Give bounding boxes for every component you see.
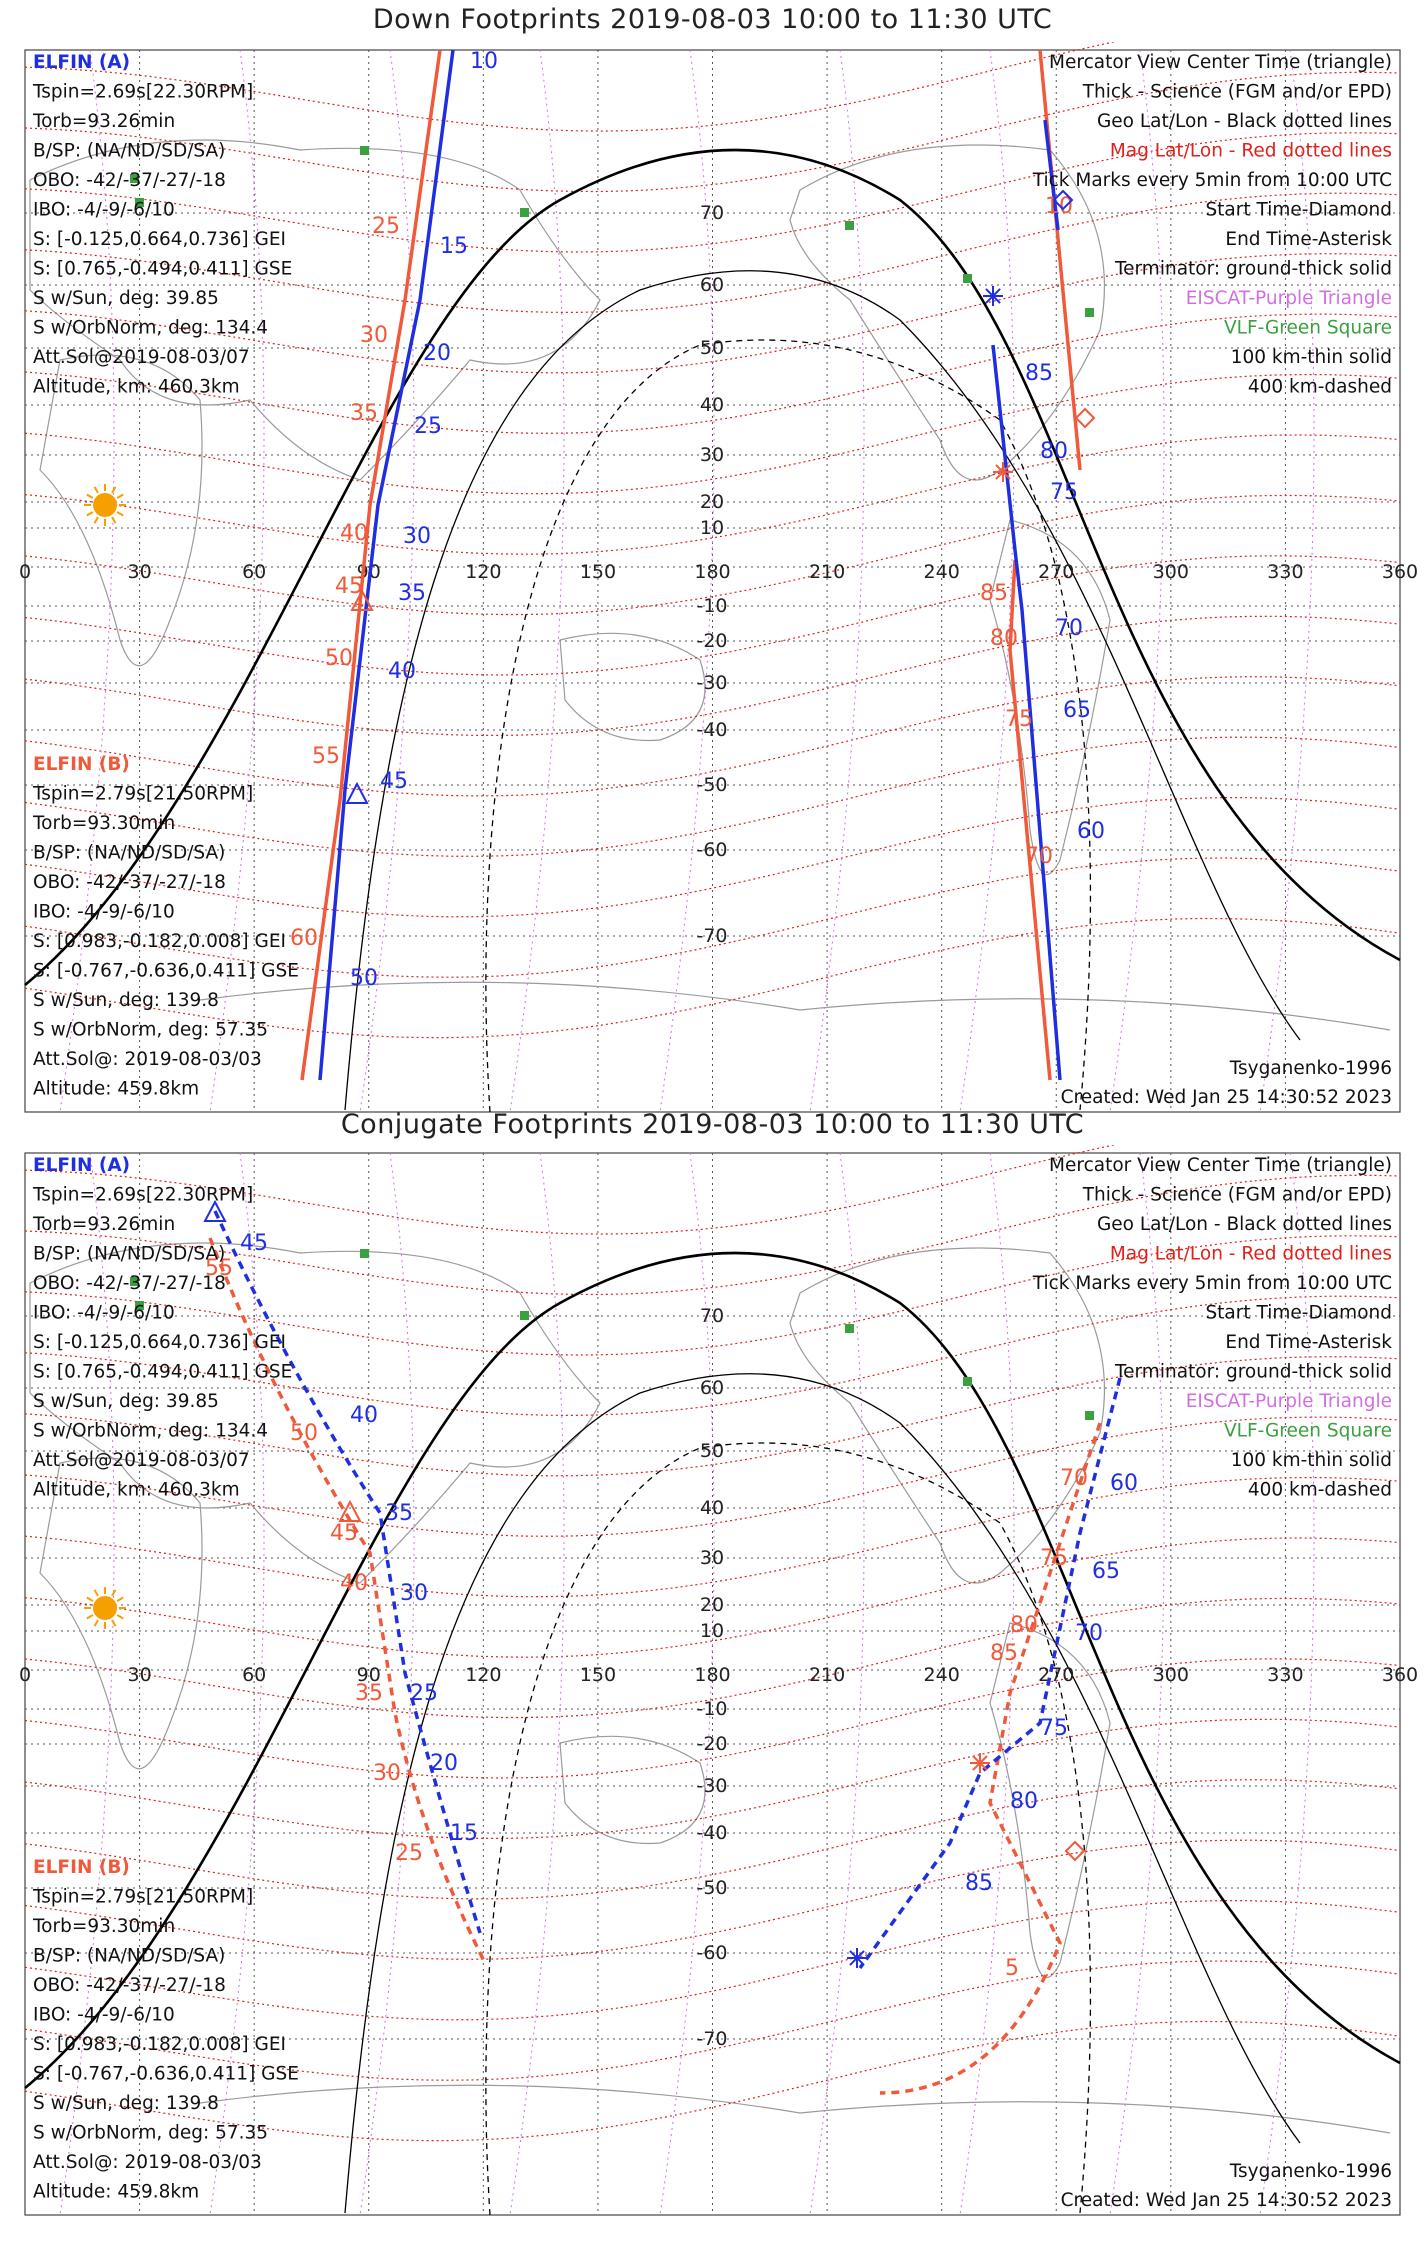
model-label: Tsyganenko-1996 bbox=[1229, 2161, 1392, 2182]
elfin-a-info-line: S: [-0.125,0.664,0.736] GEI bbox=[33, 1332, 286, 1353]
lon-tick-label: 90 bbox=[356, 1664, 381, 1686]
elfin-b-tick-label: 75 bbox=[1005, 707, 1033, 732]
created-label: Created: Wed Jan 25 14:30:52 2023 bbox=[1060, 2190, 1392, 2211]
elfin-b-tick-label: 75 bbox=[1040, 1546, 1068, 1571]
legend-item: End Time-Asterisk bbox=[1225, 229, 1392, 250]
legend-item: Mag Lat/Lon - Red dotted lines bbox=[1109, 140, 1392, 162]
legend-item: Start Time-Diamond bbox=[1205, 199, 1392, 221]
elfin-a-tick-label: 60 bbox=[1077, 819, 1105, 844]
elfin-b-tick-label: 70 bbox=[1060, 1466, 1088, 1491]
legend-item: VLF-Green Square bbox=[1224, 1420, 1392, 1442]
lon-tick-label: 30 bbox=[127, 1664, 152, 1686]
map-down bbox=[0, 42, 1425, 1152]
elfin-a-info-line: S w/OrbNorm, deg: 134.4 bbox=[33, 317, 269, 339]
elfin-a-tick-label: 50 bbox=[350, 966, 378, 991]
lat-tick-label: -70 bbox=[696, 925, 728, 947]
elfin-a-info-line: S: [0.765,-0.494,0.411] GSE bbox=[33, 1361, 293, 1383]
legend-item: Thick - Science (FGM and/or EPD) bbox=[1082, 1184, 1392, 1206]
lat-tick-label: 30 bbox=[699, 1547, 725, 1569]
elfin-b-info-line: Torb=93.30min bbox=[33, 1916, 176, 1937]
elfin-b-info-line: S: [0.983,-0.182,0.008] GEI bbox=[33, 2034, 286, 2055]
elfin-b-tick-label: 45 bbox=[335, 574, 363, 599]
elfin-a-tick-label: 35 bbox=[398, 581, 426, 606]
created-label: Created: Wed Jan 25 14:30:52 2023 bbox=[1060, 1087, 1392, 1108]
elfin-b-tick-label: 60 bbox=[290, 926, 318, 951]
elfin-b-name: ELFIN (B) bbox=[33, 754, 130, 775]
elfin-b-info-line: S: [0.983,-0.182,0.008] GEI bbox=[33, 931, 286, 952]
elfin-a-tick-label: 75 bbox=[1040, 1716, 1068, 1741]
lon-tick-label: 180 bbox=[694, 561, 731, 583]
legend-item: Mercator View Center Time (triangle) bbox=[1049, 1155, 1392, 1176]
elfin-a-tick-label: 10 bbox=[470, 49, 498, 74]
elfin-a-info-line: S: [0.765,-0.494,0.411] GSE bbox=[33, 258, 293, 280]
vlf-station-square bbox=[963, 274, 972, 283]
elfin-b-tick-label: 30 bbox=[360, 323, 388, 348]
elfin-a-info-line: IBO: -4/-9/-6/10 bbox=[33, 199, 175, 221]
vlf-station-square bbox=[963, 1377, 972, 1386]
lon-tick-label: 60 bbox=[242, 1664, 267, 1686]
elfin-a-tick-label: 20 bbox=[430, 1751, 458, 1776]
lat-tick-label: 60 bbox=[699, 274, 725, 296]
lat-tick-label: -60 bbox=[696, 1942, 728, 1964]
elfin-a-tick-label: 70 bbox=[1055, 616, 1083, 641]
elfin-b-tick-label: 80 bbox=[1010, 1613, 1038, 1638]
vlf-station-square bbox=[1085, 308, 1094, 317]
lat-tick-label: 10 bbox=[699, 517, 725, 539]
sun-icon bbox=[93, 1596, 117, 1620]
elfin-b-tick-label: 40 bbox=[340, 1571, 368, 1596]
lon-tick-label: 300 bbox=[1152, 561, 1189, 583]
elfin-b-tick-label: 80 bbox=[990, 626, 1018, 651]
elfin-b-tick-label: 35 bbox=[355, 1681, 383, 1706]
elfin-b-info-line: Att.Sol@: 2019-08-03/03 bbox=[33, 2152, 262, 2173]
lon-tick-label: 210 bbox=[808, 1664, 846, 1686]
elfin-a-tick-label: 75 bbox=[1050, 480, 1078, 505]
elfin-b-info-line: Att.Sol@: 2019-08-03/03 bbox=[33, 1049, 262, 1070]
lon-tick-label: 240 bbox=[923, 561, 960, 583]
legend-item: Tick Marks every 5min from 10:00 UTC bbox=[1032, 1273, 1392, 1294]
elfin-b-info-line: B/SP: (NA/ND/SD/SA) bbox=[33, 842, 226, 864]
lat-tick-label: -40 bbox=[696, 719, 728, 741]
lat-tick-label: -70 bbox=[696, 2028, 728, 2050]
lat-tick-label: -60 bbox=[696, 839, 728, 861]
elfin-b-info-line: Altitude: 459.8km bbox=[33, 1078, 200, 1100]
elfin-a-tick-label: 15 bbox=[440, 234, 468, 259]
elfin-b-tick-label: 50 bbox=[290, 1421, 318, 1446]
elfin-a-tick-label: 45 bbox=[240, 1231, 268, 1256]
elfin-a-tick-label: 25 bbox=[410, 1681, 438, 1706]
legend-item: EISCAT-Purple Triangle bbox=[1185, 1391, 1392, 1412]
lat-tick-label: 60 bbox=[699, 1377, 725, 1399]
lat-tick-label: 20 bbox=[699, 1594, 725, 1616]
elfin-a-info-line: Torb=93.26min bbox=[33, 1214, 176, 1235]
elfin-a-info-line: B/SP: (NA/ND/SD/SA) bbox=[33, 140, 226, 162]
elfin-b-tick-label: 25 bbox=[372, 214, 400, 239]
vlf-station-square bbox=[845, 221, 854, 230]
lat-tick-label: 40 bbox=[699, 394, 725, 416]
elfin-b-info-line: Tspin=2.79s[21.50RPM] bbox=[33, 1886, 254, 1908]
lat-tick-label: 70 bbox=[699, 1305, 725, 1327]
elfin-a-info-line: S w/OrbNorm, deg: 134.4 bbox=[33, 1420, 269, 1442]
elfin-b-tick-label: 10 bbox=[1045, 194, 1073, 219]
elfin-a-tick-label: 65 bbox=[1063, 698, 1091, 723]
legend-item: EISCAT-Purple Triangle bbox=[1185, 288, 1392, 309]
lon-tick-label: 210 bbox=[808, 561, 846, 583]
elfin-b-tick-label: 5 bbox=[1005, 1956, 1019, 1981]
lon-tick-label: 240 bbox=[923, 1664, 960, 1686]
elfin-a-tick-label: 80 bbox=[1010, 1789, 1038, 1814]
elfin-b-tick-label: 30 bbox=[373, 1761, 401, 1786]
panel-title-down: Down Footprints 2019-08-03 10:00 to 11:30 UTC bbox=[372, 4, 1053, 35]
lon-tick-label: 0 bbox=[18, 561, 32, 583]
lon-tick-label: 360 bbox=[1381, 561, 1419, 583]
elfin-b-info-line: OBO: -42/-37/-27/-18 bbox=[33, 872, 226, 893]
lon-tick-label: 330 bbox=[1267, 1664, 1304, 1686]
lon-tick-label: 360 bbox=[1381, 1664, 1419, 1686]
vlf-station-square bbox=[360, 146, 369, 155]
elfin-b-info-line: IBO: -4/-9/-6/10 bbox=[33, 2004, 175, 2026]
legend-item: Mercator View Center Time (triangle) bbox=[1049, 52, 1392, 73]
elfin-a-info-line: Tspin=2.69s[22.30RPM] bbox=[33, 1184, 254, 1206]
lon-tick-label: 30 bbox=[127, 561, 152, 583]
elfin-b-tick-label: 85 bbox=[980, 581, 1008, 606]
elfin-a-tick-label: 80 bbox=[1040, 439, 1068, 464]
elfin-a-name: ELFIN (A) bbox=[33, 52, 131, 73]
legend-item: 100 km-thin solid bbox=[1230, 347, 1392, 368]
elfin-a-info-line: S: [-0.125,0.664,0.736] GEI bbox=[33, 229, 286, 250]
lat-tick-label: 30 bbox=[699, 444, 725, 466]
lon-tick-label: 60 bbox=[242, 561, 267, 583]
elfin-a-tick-label: 35 bbox=[385, 1501, 413, 1526]
lat-tick-label: -20 bbox=[696, 630, 728, 652]
elfin-b-info-line: Tspin=2.79s[21.50RPM] bbox=[33, 783, 254, 805]
lat-tick-label: -20 bbox=[696, 1733, 728, 1755]
elfin-a-tick-label: 15 bbox=[450, 1821, 478, 1846]
legend-item: VLF-Green Square bbox=[1224, 317, 1392, 339]
elfin-a-info-line: Att.Sol@2019-08-03/07 bbox=[33, 1450, 250, 1471]
lon-tick-label: 90 bbox=[356, 561, 381, 583]
elfin-b-info-line: S: [-0.767,-0.636,0.411] GSE bbox=[33, 2063, 299, 2085]
lat-tick-label: 70 bbox=[699, 202, 725, 224]
lon-tick-label: 270 bbox=[1038, 561, 1075, 583]
lon-tick-label: 120 bbox=[465, 1664, 502, 1686]
elfin-b-tick-label: 70 bbox=[1025, 844, 1053, 869]
elfin-a-info-line: Tspin=2.69s[22.30RPM] bbox=[33, 81, 254, 103]
elfin-b-tick-label: 45 bbox=[330, 1521, 358, 1546]
elfin-b-info-line: B/SP: (NA/ND/SD/SA) bbox=[33, 1945, 226, 1967]
elfin-b-info-line: S w/Sun, deg: 139.8 bbox=[33, 990, 219, 1011]
elfin-a-info-line: S w/Sun, deg: 39.85 bbox=[33, 288, 219, 309]
vlf-station-square bbox=[360, 1249, 369, 1258]
elfin-a-info-line: Att.Sol@2019-08-03/07 bbox=[33, 347, 250, 368]
elfin-a-tick-label: 70 bbox=[1075, 1621, 1103, 1646]
elfin-b-tick-label: 25 bbox=[395, 1841, 423, 1866]
lat-tick-label: 50 bbox=[699, 1440, 725, 1462]
panel-title-conjugate: Conjugate Footprints 2019-08-03 10:00 to 11:30 UTC bbox=[340, 1109, 1085, 1140]
legend-item: Mag Lat/Lon - Red dotted lines bbox=[1109, 1243, 1392, 1265]
lon-tick-label: 330 bbox=[1267, 561, 1304, 583]
legend-item: Start Time-Diamond bbox=[1205, 1302, 1392, 1324]
lat-tick-label: 10 bbox=[699, 1620, 725, 1642]
elfin-a-tick-label: 40 bbox=[388, 659, 416, 684]
lat-tick-label: -30 bbox=[696, 672, 728, 694]
elfin-a-info-line: Torb=93.26min bbox=[33, 111, 176, 132]
lat-tick-label: -50 bbox=[696, 774, 728, 796]
legend-item: Geo Lat/Lon - Black dotted lines bbox=[1096, 1214, 1392, 1235]
elfin-a-info-line: OBO: -42/-37/-27/-18 bbox=[33, 1273, 226, 1294]
elfin-b-info-line: S w/OrbNorm, deg: 57.35 bbox=[33, 1019, 269, 1041]
elfin-b-name: ELFIN (B) bbox=[33, 1857, 130, 1878]
elfin-a-tick-label: 65 bbox=[1092, 1559, 1120, 1584]
elfin-a-info-line: Altitude, km: 460.3km bbox=[33, 1479, 240, 1501]
vlf-station-square bbox=[520, 208, 529, 217]
elfin-b-info-line: OBO: -42/-37/-27/-18 bbox=[33, 1975, 226, 1996]
lon-tick-label: 180 bbox=[694, 1664, 731, 1686]
elfin-a-info-line: IBO: -4/-9/-6/10 bbox=[33, 1302, 175, 1324]
elfin-a-tick-label: 85 bbox=[1025, 361, 1053, 386]
elfin-b-info-line: Altitude: 459.8km bbox=[33, 2181, 200, 2203]
vlf-station-square bbox=[520, 1311, 529, 1320]
lon-tick-label: 120 bbox=[465, 561, 502, 583]
legend-item: Geo Lat/Lon - Black dotted lines bbox=[1096, 111, 1392, 132]
legend-item: Thick - Science (FGM and/or EPD) bbox=[1082, 81, 1392, 103]
elfin-b-tick-label: 55 bbox=[205, 1256, 233, 1281]
elfin-a-name: ELFIN (A) bbox=[33, 1155, 131, 1176]
elfin-b-tick-label: 50 bbox=[325, 646, 353, 671]
elfin-b-info-line: Torb=93.30min bbox=[33, 813, 176, 834]
elfin-a-tick-label: 30 bbox=[403, 524, 431, 549]
lon-tick-label: 0 bbox=[18, 1664, 32, 1686]
lat-tick-label: 20 bbox=[699, 491, 725, 513]
lon-tick-label: 270 bbox=[1038, 1664, 1075, 1686]
map-conjugate bbox=[0, 1145, 1425, 2250]
legend-item: 400 km-dashed bbox=[1247, 1479, 1392, 1501]
elfin-a-tick-label: 45 bbox=[380, 769, 408, 794]
legend-item: 100 km-thin solid bbox=[1230, 1450, 1392, 1471]
lat-tick-label: -50 bbox=[696, 1877, 728, 1899]
vlf-station-square bbox=[845, 1324, 854, 1333]
legend-item: Terminator: ground-thick solid bbox=[1114, 258, 1392, 280]
lat-tick-label: 40 bbox=[699, 1497, 725, 1519]
elfin-a-tick-label: 30 bbox=[400, 1581, 428, 1606]
elfin-b-tick-label: 40 bbox=[340, 521, 368, 546]
sun-icon bbox=[93, 493, 117, 517]
lat-tick-label: -10 bbox=[696, 595, 728, 617]
lon-tick-label: 150 bbox=[579, 1664, 617, 1686]
elfin-b-info-line: S w/Sun, deg: 139.8 bbox=[33, 2093, 219, 2114]
lat-tick-label: 50 bbox=[699, 337, 725, 359]
elfin-a-tick-label: 40 bbox=[350, 1403, 378, 1428]
elfin-b-tick-label: 55 bbox=[312, 744, 340, 769]
elfin-a-tick-label: 20 bbox=[423, 341, 451, 366]
elfin-a-info-line: S w/Sun, deg: 39.85 bbox=[33, 1391, 219, 1412]
elfin-a-info-line: Altitude, km: 460.3km bbox=[33, 376, 240, 398]
lat-tick-label: -10 bbox=[696, 1698, 728, 1720]
elfin-b-info-line: IBO: -4/-9/-6/10 bbox=[33, 901, 175, 923]
lon-tick-label: 300 bbox=[1152, 1664, 1189, 1686]
elfin-a-tick-label: 85 bbox=[965, 1871, 993, 1896]
elfin-b-tick-label: 35 bbox=[350, 401, 378, 426]
lon-tick-label: 150 bbox=[579, 561, 617, 583]
lat-tick-label: -40 bbox=[696, 1822, 728, 1844]
model-label: Tsyganenko-1996 bbox=[1229, 1058, 1392, 1079]
legend-item: Terminator: ground-thick solid bbox=[1114, 1361, 1392, 1383]
vlf-station-square bbox=[1085, 1411, 1094, 1420]
legend-item: 400 km-dashed bbox=[1247, 376, 1392, 398]
elfin-a-tick-label: 60 bbox=[1110, 1471, 1138, 1496]
elfin-a-info-line: B/SP: (NA/ND/SD/SA) bbox=[33, 1243, 226, 1265]
elfin-a-tick-label: 25 bbox=[414, 414, 442, 439]
elfin-a-info-line: OBO: -42/-37/-27/-18 bbox=[33, 170, 226, 191]
lat-tick-label: -30 bbox=[696, 1775, 728, 1797]
elfin-b-tick-label: 85 bbox=[990, 1641, 1018, 1666]
legend-item: Tick Marks every 5min from 10:00 UTC bbox=[1032, 170, 1392, 191]
legend-item: End Time-Asterisk bbox=[1225, 1332, 1392, 1353]
elfin-b-info-line: S w/OrbNorm, deg: 57.35 bbox=[33, 2122, 269, 2144]
elfin-b-info-line: S: [-0.767,-0.636,0.411] GSE bbox=[33, 960, 299, 982]
